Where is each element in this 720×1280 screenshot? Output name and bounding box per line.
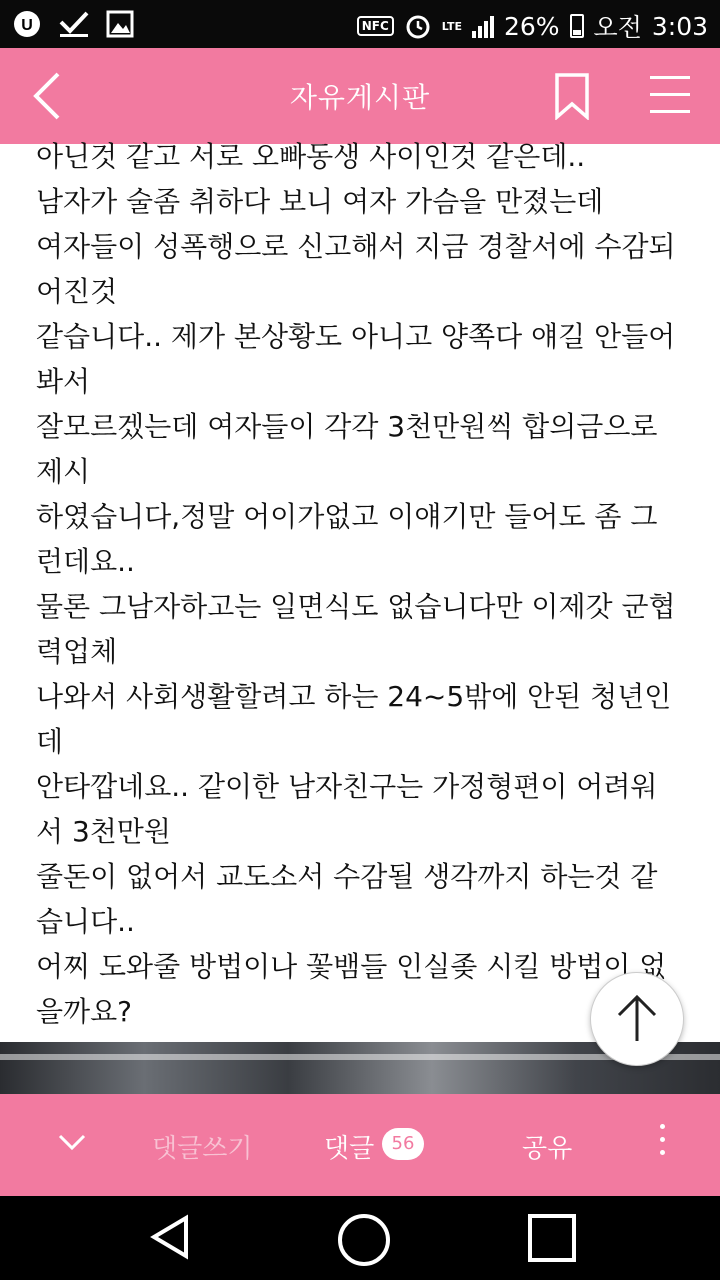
- image-icon: [106, 10, 134, 38]
- post-line: 력업체: [36, 635, 118, 668]
- status-ampm: 오전: [593, 13, 642, 42]
- post-line: 같습니다.. 제가 본상황도 아니고 양쪽다 얘길 안들어: [36, 320, 676, 353]
- page-title: 자유게시판: [289, 81, 431, 114]
- battery-icon: [570, 14, 584, 38]
- action-bar: [0, 1094, 720, 1196]
- more-vertical-icon[interactable]: [650, 1124, 674, 1164]
- post-line: 어진것: [36, 275, 118, 308]
- post-line: 서 3천만원: [36, 815, 171, 848]
- write-comment-button[interactable]: 댓글쓰기: [152, 1134, 253, 1164]
- post-body: [36, 134, 696, 1034]
- square-recents-icon[interactable]: [528, 1214, 576, 1262]
- share-button[interactable]: 공유: [522, 1134, 573, 1164]
- post-line: 줄돈이 없어서 교도소서 수감될 생각까지 하는것 같: [36, 860, 658, 893]
- post-line: 하였습니다,정말 어이가없고 이얘기만 들어도 좀 그: [36, 500, 658, 533]
- post-line: 을까요?: [36, 995, 133, 1028]
- post-line: 남자가 술좀 취하다 보니 여자 가슴을 만졌는데: [36, 185, 604, 218]
- post-line: 아닌것 같고 서로 오빠동생 사이인것 같은데..: [36, 140, 586, 173]
- arrow-up-icon[interactable]: [590, 972, 684, 1066]
- hamburger-icon[interactable]: [650, 76, 690, 116]
- post-line: 나와서 사회생활할려고 하는 24~5밖에 안된 청년인: [36, 680, 672, 713]
- carrier-logo-icon: [12, 9, 42, 39]
- app-bar: [0, 48, 720, 144]
- comment-count-badge: 56: [382, 1128, 424, 1160]
- battery-percent: 26%: [503, 11, 560, 41]
- post-line: 제시: [36, 455, 91, 488]
- nfc-icon: NFC: [357, 16, 394, 36]
- post-line: 런데요..: [36, 545, 135, 578]
- post-line: 습니다..: [36, 905, 135, 938]
- post-line: 봐서: [36, 365, 91, 398]
- lte-icon: LTE: [441, 19, 462, 33]
- checkmark-icon: [58, 10, 90, 38]
- chevron-down-icon[interactable]: [52, 1128, 92, 1158]
- svg-text:U: U: [21, 17, 33, 34]
- status-time: 3:03: [651, 11, 708, 41]
- circle-home-icon[interactable]: [338, 1214, 390, 1266]
- post-line: 데: [36, 725, 64, 758]
- bookmark-icon[interactable]: [554, 72, 590, 120]
- post-line: 물론 그남자하고는 일면식도 없습니다만 이제갓 군협: [36, 590, 676, 623]
- status-bar: [0, 0, 720, 48]
- post-line: 잘모르겠는데 여자들이 각각 3천만원씩 합의금으로: [36, 410, 658, 443]
- signal-icon: [472, 14, 494, 38]
- system-nav-bar: [0, 1196, 720, 1280]
- post-line: 여자들이 성폭행으로 신고해서 지금 경찰서에 수감되: [36, 230, 676, 263]
- post-line: 어찌 도와줄 방법이나 꽃뱀들 인실좆 시킬 방법이 없: [36, 950, 667, 983]
- alarm-icon: [404, 12, 432, 40]
- comments-button[interactable]: 댓글: [324, 1134, 375, 1164]
- post-line: 안타깝네요.. 같이한 남자친구는 가정형편이 어려워: [36, 770, 658, 803]
- triangle-back-icon[interactable]: [146, 1212, 196, 1262]
